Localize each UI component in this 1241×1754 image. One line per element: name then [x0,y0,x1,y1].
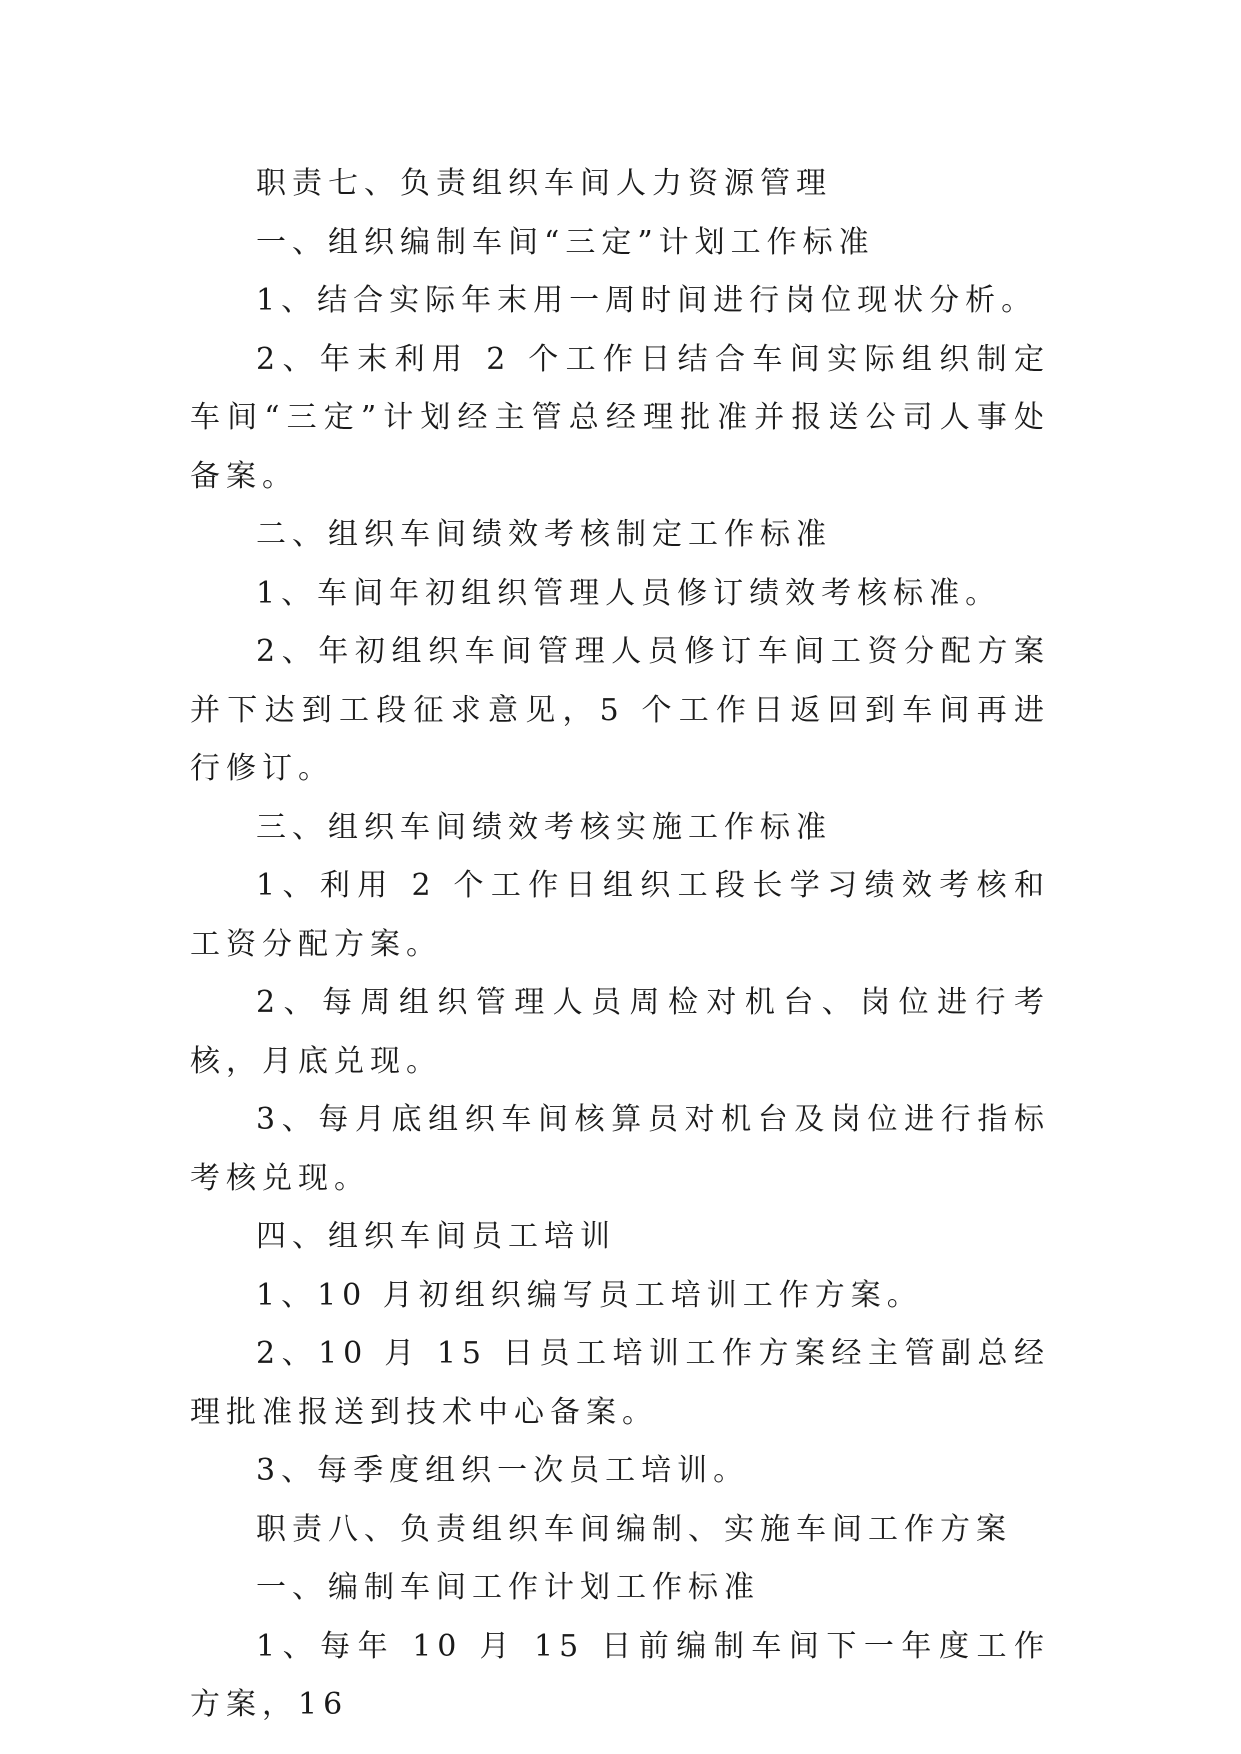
list-item: 2、年初组织车间管理人员修订车间工资分配方案并下达到工段征求意见，5 个工作日返回到车间再进行修订。 [190,634,1050,786]
document-body [190,155,1050,1735]
section-heading: 三、组织车间绩效考核实施工作标准 [256,809,832,845]
list-item: 2、每周组织管理人员周检对机台、岗位进行考核，月底兑现。 [190,985,1050,1079]
list-item: 1、10 月初组织编写员工培训工作方案。 [256,1277,923,1313]
section-heading: 一、编制车间工作计划工作标准 [256,1570,760,1605]
duty-eight-heading: 职责八、负责组织车间编制、实施车间工作方案 [256,1511,1012,1547]
duty-seven-heading: 职责七、负责组织车间人力资源管理 [256,166,832,201]
list-item: 3、每季度组织一次员工培训。 [256,1453,750,1488]
section-heading: 一、组织编制车间“三定”计划工作标准 [256,224,875,260]
list-item: 1、每年 10 月 15 日前编制车间下一年度工作方案，16 [190,1628,1050,1722]
list-item: 3、每月底组织车间核算员对机台及岗位进行指标考核兑现。 [190,1102,1050,1196]
list-item: 2、10 月 15 日员工培训工作方案经主管副总经理批准报送到技术中心备案。 [190,1336,1050,1430]
list-item: 1、利用 2 个工作日组织工段长学习绩效考核和工资分配方案。 [190,868,1050,962]
section-heading: 四、组织车间员工培训 [256,1219,616,1254]
list-item: 1、结合实际年末用一周时间进行岗位现状分析。 [256,283,1038,318]
section-heading: 二、组织车间绩效考核制定工作标准 [256,517,832,552]
list-item: 2、年末利用 2 个工作日结合车间实际组织制定车间“三定”计划经主管总经理批准并报送公司人事处备案。 [190,341,1050,494]
list-item: 1、车间年初组织管理人员修订绩效考核标准。 [256,575,1002,611]
